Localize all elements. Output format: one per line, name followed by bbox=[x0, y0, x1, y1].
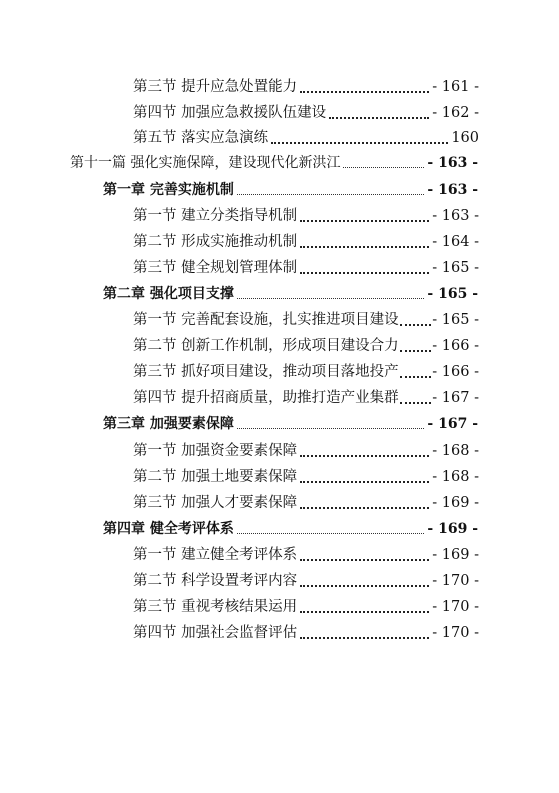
dot-leader bbox=[237, 298, 425, 299]
dot-leader bbox=[300, 272, 429, 274]
dot-leader bbox=[400, 402, 432, 404]
entry-page-number: - 168 - bbox=[432, 443, 479, 459]
toc-entry-chapter[interactable] bbox=[103, 414, 478, 434]
toc-entry-section[interactable] bbox=[133, 441, 479, 461]
entry-page-number: - 164 - bbox=[432, 234, 479, 250]
dot-leader bbox=[300, 91, 429, 93]
toc-entry-chapter[interactable] bbox=[103, 519, 478, 539]
entry-title: 第一节 完善配套设施，扎实推进项目建设 bbox=[133, 312, 399, 328]
toc-entry-section[interactable] bbox=[133, 310, 479, 330]
entry-title: 第一节 建立健全考评体系 bbox=[133, 547, 298, 563]
entry-page-number: - 170 - bbox=[432, 573, 479, 589]
entry-page-number: - 163 - bbox=[427, 182, 478, 198]
entry-title: 第二章 强化项目支撑 bbox=[103, 286, 234, 302]
entry-page-number: - 166 - bbox=[432, 338, 479, 354]
entry-page-number: - 169 - bbox=[432, 547, 479, 563]
entry-title: 第一节 建立分类指导机制 bbox=[133, 208, 298, 224]
toc-entry-section[interactable] bbox=[133, 467, 479, 487]
entry-title: 第三节 重视考核结果运用 bbox=[133, 599, 298, 615]
entry-page-number: - 170 - bbox=[432, 599, 479, 615]
entry-title: 第三节 健全规划管理体制 bbox=[133, 260, 298, 276]
toc-entry-chapter[interactable] bbox=[103, 180, 478, 200]
entry-title: 第二节 形成实施推动机制 bbox=[133, 234, 298, 250]
dot-leader bbox=[400, 376, 432, 378]
dot-leader bbox=[300, 637, 429, 639]
toc-entry-section[interactable] bbox=[133, 77, 479, 97]
toc-entry-section[interactable] bbox=[133, 362, 479, 382]
dot-leader bbox=[237, 533, 425, 534]
dot-leader bbox=[300, 481, 429, 483]
entry-page-number: - 163 - bbox=[427, 155, 478, 171]
dot-leader bbox=[271, 142, 448, 144]
entry-title: 第三节 加强人才要素保障 bbox=[133, 495, 298, 511]
entry-title: 第一章 完善实施机制 bbox=[103, 182, 234, 198]
entry-page-number: - 167 - bbox=[432, 390, 479, 406]
dot-leader bbox=[329, 117, 429, 119]
entry-title: 第四节 加强应急救援队伍建设 bbox=[133, 105, 327, 121]
toc-entry-section[interactable] bbox=[133, 128, 479, 148]
toc-entry-section[interactable] bbox=[133, 388, 479, 408]
entry-title: 第四章 健全考评体系 bbox=[103, 521, 234, 537]
toc-entry-section[interactable] bbox=[133, 232, 479, 252]
entry-page-number: - 169 - bbox=[432, 495, 479, 511]
entry-title: 第二节 加强土地要素保障 bbox=[133, 469, 298, 485]
entry-title: 第二节 科学设置考评内容 bbox=[133, 573, 298, 589]
dot-leader bbox=[300, 507, 429, 509]
entry-title: 第五节 落实应急演练 bbox=[133, 130, 269, 146]
entry-page-number: - 169 - bbox=[427, 521, 478, 537]
toc-entry-section[interactable] bbox=[133, 623, 479, 643]
toc-entry-section[interactable] bbox=[133, 206, 479, 226]
entry-page-number: 160 bbox=[451, 130, 479, 146]
toc-entry-section[interactable] bbox=[133, 336, 479, 356]
entry-page-number: - 162 - bbox=[432, 105, 479, 121]
entry-title: 第一节 加强资金要素保障 bbox=[133, 443, 298, 459]
entry-page-number: - 167 - bbox=[427, 416, 478, 432]
entry-page-number: - 166 - bbox=[432, 364, 479, 380]
entry-page-number: - 165 - bbox=[432, 312, 479, 328]
dot-leader bbox=[300, 585, 429, 587]
entry-title: 第四节 加强社会监督评估 bbox=[133, 625, 298, 641]
toc-entry-section[interactable] bbox=[133, 571, 479, 591]
dot-leader bbox=[300, 559, 429, 561]
toc-entry-chapter[interactable] bbox=[103, 284, 478, 304]
toc-entry-section[interactable] bbox=[133, 103, 479, 123]
dot-leader bbox=[300, 220, 429, 222]
entry-page-number: - 170 - bbox=[432, 625, 479, 641]
entry-page-number: - 165 - bbox=[432, 260, 479, 276]
entry-title: 第十一篇 强化实施保障，建设现代化新洪江 bbox=[70, 155, 341, 171]
entry-page-number: - 161 - bbox=[432, 79, 479, 95]
dot-leader bbox=[237, 428, 425, 429]
dot-leader bbox=[300, 246, 429, 248]
dot-leader bbox=[343, 167, 424, 168]
entry-title: 第三节 抓好项目建设，推动项目落地投产 bbox=[133, 364, 399, 380]
dot-leader bbox=[400, 350, 432, 352]
dot-leader bbox=[300, 611, 429, 613]
toc-entry-section[interactable] bbox=[133, 493, 479, 513]
entry-page-number: - 168 - bbox=[432, 469, 479, 485]
entry-page-number: - 163 - bbox=[432, 208, 479, 224]
entry-page-number: - 165 - bbox=[427, 286, 478, 302]
toc-entry-section[interactable] bbox=[133, 597, 479, 617]
dot-leader bbox=[300, 455, 429, 457]
entry-title: 第四节 提升招商质量，助推打造产业集群 bbox=[133, 390, 399, 406]
dot-leader bbox=[237, 194, 425, 195]
toc-entry-section[interactable] bbox=[133, 545, 479, 565]
toc-entry-section[interactable] bbox=[133, 258, 479, 278]
entry-title: 第三节 提升应急处置能力 bbox=[133, 79, 298, 95]
dot-leader bbox=[400, 324, 432, 326]
entry-title: 第二节 创新工作机制，形成项目建设合力 bbox=[133, 338, 399, 354]
entry-title: 第三章 加强要素保障 bbox=[103, 416, 234, 432]
toc-entry-part[interactable] bbox=[70, 153, 478, 173]
